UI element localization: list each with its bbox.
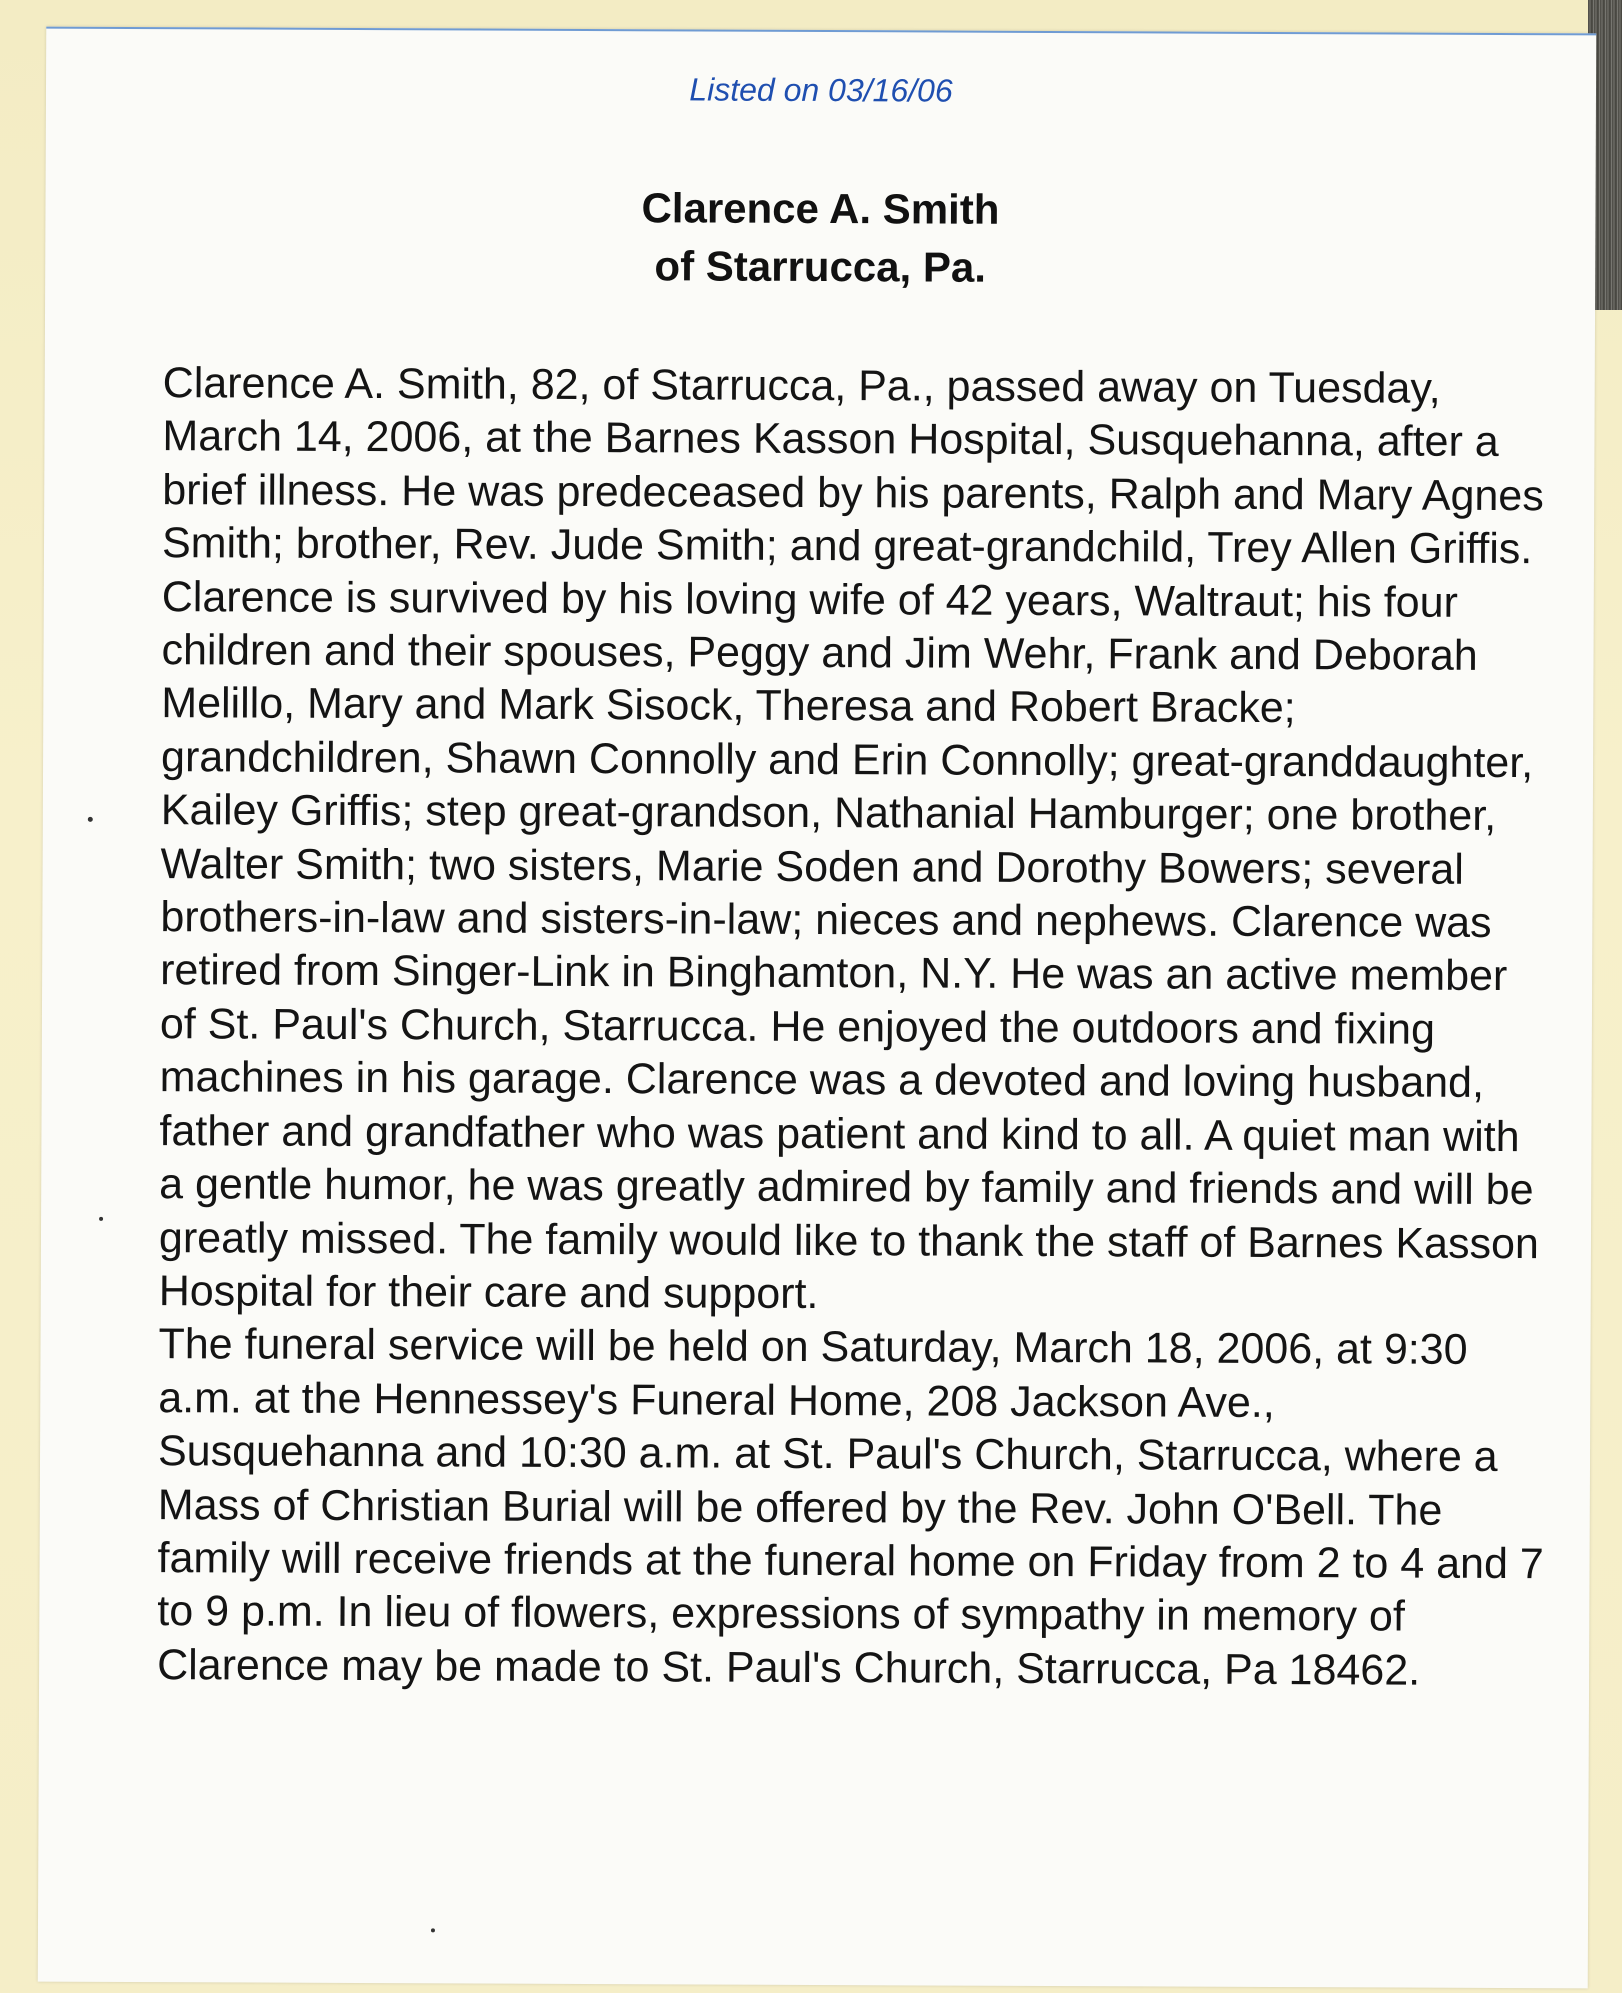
obituary-paragraph-biography: Clarence A. Smith, 82, of Starrucca, Pa., passed away on Tuesday, March 14, 2006, at the Barnes Kasson Hospital, Susquehanna, after a brief illness. He was predeceased by his parents, Ralph and Mary Agnes Smith; brother, Rev. Jude Smith; and great-grandchild, Trey Allen Griffis. Clarence is survived by his loving wife of 42 years, Waltraut; his four children and their spouses, Peggy and Jim Wehr, Frank and Deborah Melillo, Mary and Mark Sisock, Theresa and Robert Bracke; grandchildren, Shawn Connolly and Erin Connolly; great-granddaughter, Kailey Griffis; step great-grandson, Nathanial Hamburger; one brother, Walter Smith; two sisters, Marie Soden and Dorothy Bowers; several brothers-in-law and sisters-in-law; nieces and nephews. Clarence was retired from Singer-Link in Binghamton, N.Y. He was an active member of St. Paul's Church, Starrucca. He enjoyed the outdoors and fixing machines in his garage. Clarence was a devoted and loving husband, father and grandfather who was patient and kind to all. A quiet man with a gentle humor, he was greatly admired by family and friends and will be greatly missed. The family would like to thank the staff of Barnes Kasson Hospital for their care and support. xyxy=(158,359,1544,1318)
scan-speck xyxy=(431,1928,435,1932)
scan-speck xyxy=(99,1217,103,1221)
obituary-body xyxy=(157,357,1553,1698)
listed-date: Listed on 03/16/06 xyxy=(689,71,953,109)
obituary-heading xyxy=(45,177,1595,300)
scan-speck xyxy=(88,817,93,822)
obituary-paragraph-services: The funeral service will be held on Saturday, March 18, 2006, at 9:30 a.m. at the Hennessey's Funeral Home, 208 Jackson Ave., Susquehanna and 10:30 a.m. at St. Paul's Church, Starrucca, where a Mass of Christian Burial will be offered by the Rev. John O'Bell. The family will receive friends at the funeral home on Friday from 2 to 4 and 7 to 9 p.m. In lieu of flowers, expressions of sympathy in memory of Clarence may be made to St. Paul's Church, Starrucca, Pa 18462. xyxy=(157,1320,1544,1695)
obituary-name: Clarence A. Smith xyxy=(641,184,1000,233)
obituary-clipping xyxy=(38,27,1597,1989)
obituary-place: of Starrucca, Pa. xyxy=(654,242,987,291)
